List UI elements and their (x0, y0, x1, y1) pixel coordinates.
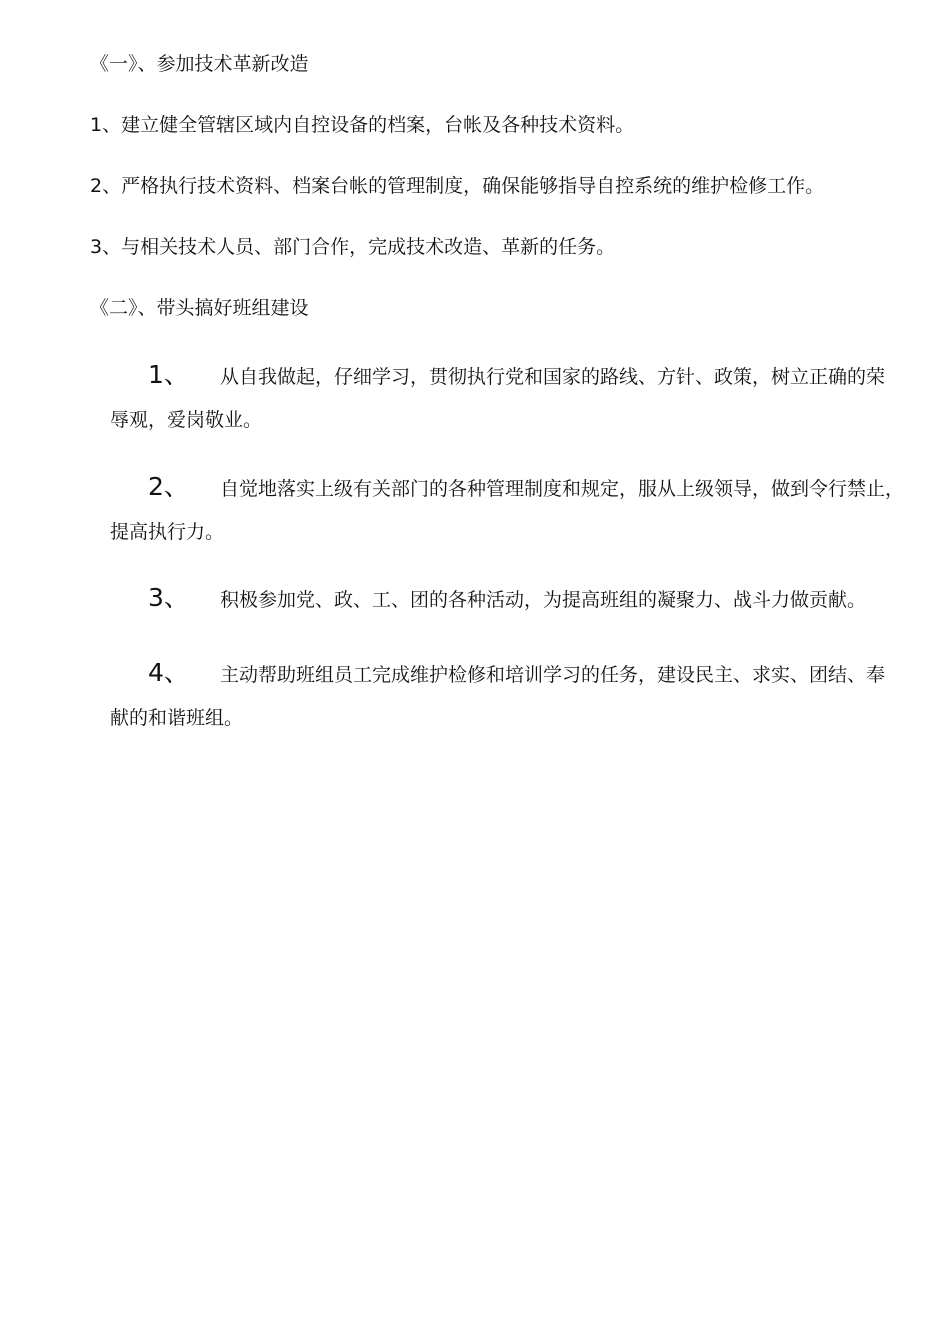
section1-item-1: 1、建立健全管辖区域内自控设备的档案，台帐及各种技术资料。 (90, 114, 635, 136)
item-text-line1: 积极参加党、政、工、团的各种活动，为提高班组的凝聚力、战斗力做贡献。 (220, 589, 867, 611)
item-text-line2: 献的和谐班组。 (110, 707, 244, 729)
item-text-line2: 提高执行力。 (110, 521, 225, 543)
item-text-line1: 从自我做起，仔细学习，贯彻执行党和国家的路线、方针、政策，树立正确的荣 (220, 366, 886, 388)
item-text-line1: 自觉地落实上级有关部门的各种管理制度和规定，服从上级领导，做到令行禁止， (220, 478, 905, 500)
section1-heading: 《一》、参加技术革新改造 (90, 53, 309, 75)
item-number: 4、 (148, 658, 189, 687)
section1-item-3: 3、与相关技术人员、部门合作，完成技术改造、革新的任务。 (90, 236, 616, 258)
item-text-line2: 辱观，爱岗敬业。 (110, 409, 263, 431)
item-text-line1: 主动帮助班组员工完成维护检修和培训学习的任务，建设民主、求实、团结、奉 (220, 664, 886, 686)
item-number: 2、 (148, 472, 189, 501)
section2-heading: 《二》、带头搞好班组建设 (90, 297, 309, 319)
item-number: 1、 (148, 360, 189, 389)
item-number: 3、 (148, 583, 189, 612)
section1-item-2: 2、严格执行技术资料、档案台帐的管理制度，确保能够指导自控系统的维护检修工作。 (90, 175, 825, 197)
